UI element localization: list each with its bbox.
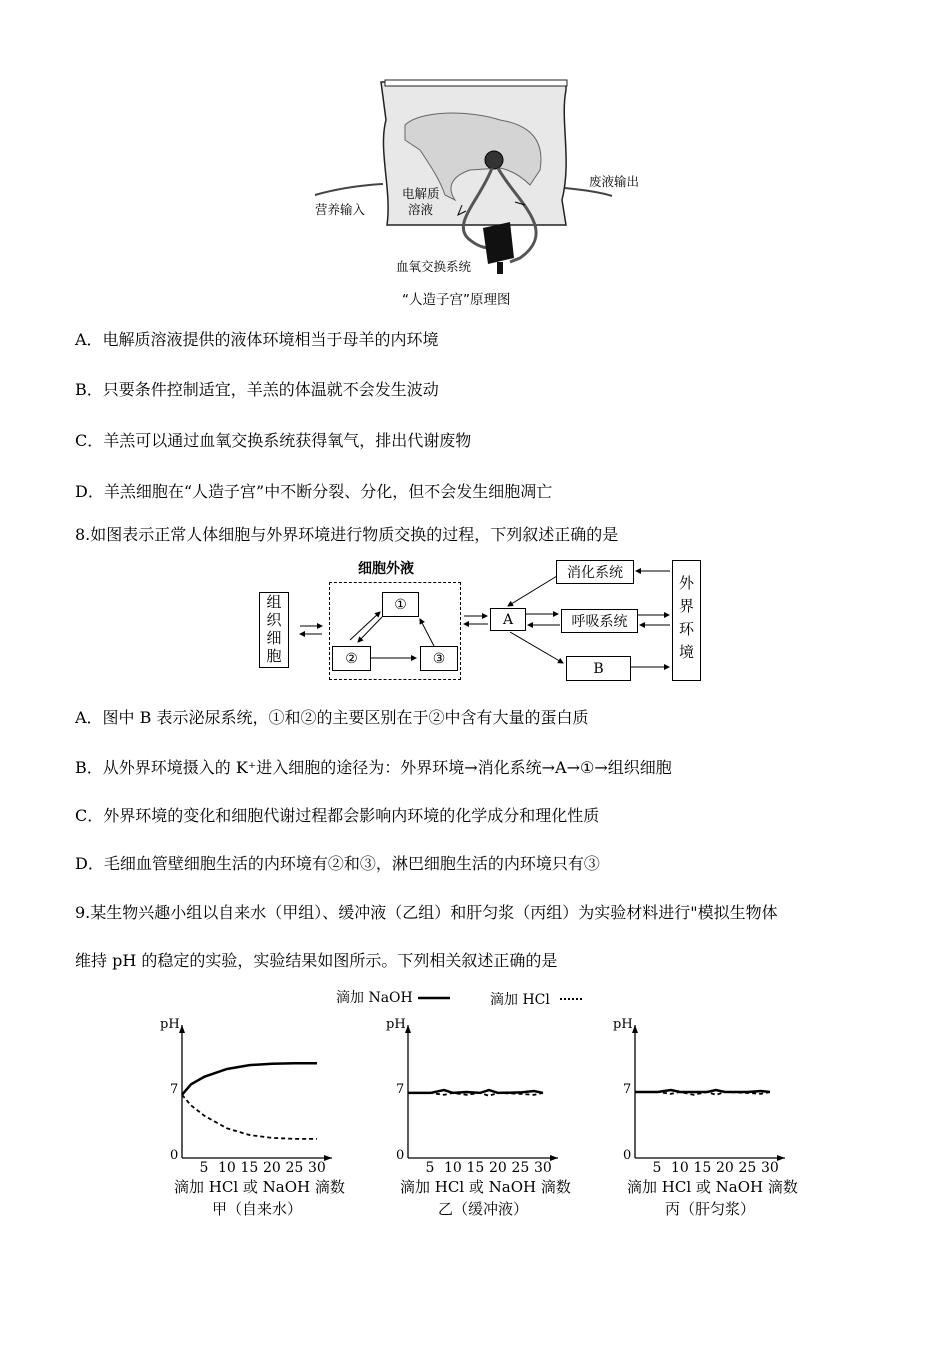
y-tick-label: 7: [623, 1082, 632, 1097]
x-tick-label: 25: [285, 1160, 304, 1176]
x-tick-label: 10: [218, 1160, 236, 1176]
q8-option-d: D．毛细血管壁细胞生活的内环境有②和③，淋巴细胞生活的内环境只有③: [75, 854, 600, 873]
q7-option-b: B．只要条件控制适宜，羊羔的体温就不会发生波动: [75, 380, 439, 399]
x-tick-label: 30: [534, 1160, 552, 1176]
x-tick-label: 5: [652, 1160, 662, 1176]
x-tick-label: 30: [761, 1160, 779, 1176]
figure-caption: “人造子宫”原理图: [402, 292, 511, 308]
electrolyte-label: 电解质: [402, 186, 440, 201]
node-2-box: ②: [332, 646, 371, 671]
x-tick-label: 25: [511, 1160, 530, 1176]
hcl-series-line: [182, 1095, 317, 1139]
x-tick-label: 20: [263, 1160, 281, 1176]
q8-option-a: A．图中 B 表示泌尿系统，①和②的主要区别在于②中含有大量的蛋白质: [75, 708, 589, 727]
naoh-series-line: [408, 1090, 543, 1093]
x-tick-label: 15: [693, 1160, 712, 1176]
node-b-box: B: [566, 656, 631, 681]
waste-output-label: 废液输出: [589, 174, 640, 189]
y-axis-arrow: [405, 1025, 411, 1033]
y-tick-label: 7: [170, 1082, 179, 1097]
respiratory-system-box: 呼吸系统: [561, 609, 638, 633]
node-3-box: ③: [420, 646, 458, 671]
x-tick-label: 20: [489, 1160, 507, 1176]
naoh-series-line: [635, 1090, 770, 1092]
x-tick-label: 10: [444, 1160, 462, 1176]
x-axis-label: 滴加 HCl 或 NaOH 滴数: [627, 1178, 798, 1196]
y-tick-label: 0: [170, 1148, 179, 1163]
y-tick-label: 0: [623, 1148, 632, 1163]
legend-hcl-label: 滴加 HCl: [490, 992, 550, 1008]
nutrient-input-label: 营养输入: [315, 202, 366, 217]
x-axis-label: 滴加 HCl 或 NaOH 滴数: [174, 1178, 345, 1196]
x-tick-label: 15: [466, 1160, 485, 1176]
y-axis-label: pH: [160, 1017, 180, 1032]
x-tick-label: 15: [240, 1160, 259, 1176]
legend-naoh-label: 滴加 NaOH: [336, 990, 413, 1006]
chart-title: 丙（肝匀浆）: [665, 1200, 756, 1218]
naoh-series-line: [182, 1063, 317, 1095]
q7-option-d: D．羊羔细胞在“人造子宫”中不断分裂、分化，但不会发生细胞凋亡: [75, 482, 553, 501]
x-tick-label: 5: [425, 1160, 435, 1176]
chart-title: 甲（自来水）: [212, 1200, 303, 1218]
x-axis-label: 滴加 HCl 或 NaOH 滴数: [400, 1178, 571, 1196]
node-a-box: A: [490, 608, 526, 631]
chart-title: 乙（缓冲液）: [438, 1200, 529, 1218]
node-1-box: ①: [382, 592, 419, 617]
q8-option-b: B．从外界环境摄入的 K⁺进入细胞的途径为：外界环境→消化系统→A→①→组织细胞: [75, 758, 672, 777]
digestive-system-box: 消化系统: [556, 560, 634, 584]
q7-option-a: A．电解质溶液提供的液体环境相当于母羊的内环境: [75, 330, 439, 349]
tissue-cells-box: 组织细胞: [259, 592, 289, 668]
x-tick-label: 10: [671, 1160, 689, 1176]
q8-stem: 8.如图表示正常人体细胞与外界环境进行物质交换的过程，下列叙述正确的是: [75, 525, 619, 544]
q9-stem-line2: 维持 pH 的稳定的实验，实验结果如图所示。下列相关叙述正确的是: [75, 951, 558, 970]
q8-option-c: C．外界环境的变化和细胞代谢过程都会影响内环境的化学成分和理化性质: [75, 806, 600, 825]
x-tick-label: 25: [738, 1160, 757, 1176]
q9-stem-line1: 9.某生物兴趣小组以自来水（甲组）、缓冲液（乙组）和肝匀浆（丙组）为实验材料进行"模拟生物体: [75, 903, 778, 922]
y-axis-arrow: [179, 1025, 185, 1033]
solution-label: 溶液: [408, 202, 434, 217]
q7-option-c: C．羊羔可以通过血氧交换系统获得氧气，排出代谢废物: [75, 431, 472, 450]
x-tick-label: 5: [199, 1160, 209, 1176]
x-tick-label: 20: [716, 1160, 734, 1176]
y-tick-label: 0: [396, 1148, 405, 1163]
y-axis-arrow: [632, 1025, 638, 1033]
extracellular-fluid-title: 细胞外液: [358, 561, 414, 577]
x-tick-label: 30: [308, 1160, 326, 1176]
external-environment-box: 外界环境: [672, 560, 701, 681]
y-axis-label: pH: [386, 1017, 406, 1032]
y-tick-label: 7: [396, 1082, 405, 1097]
y-axis-label: pH: [613, 1017, 633, 1032]
oxygen-exchange-label: 血氧交换系统: [396, 259, 472, 274]
